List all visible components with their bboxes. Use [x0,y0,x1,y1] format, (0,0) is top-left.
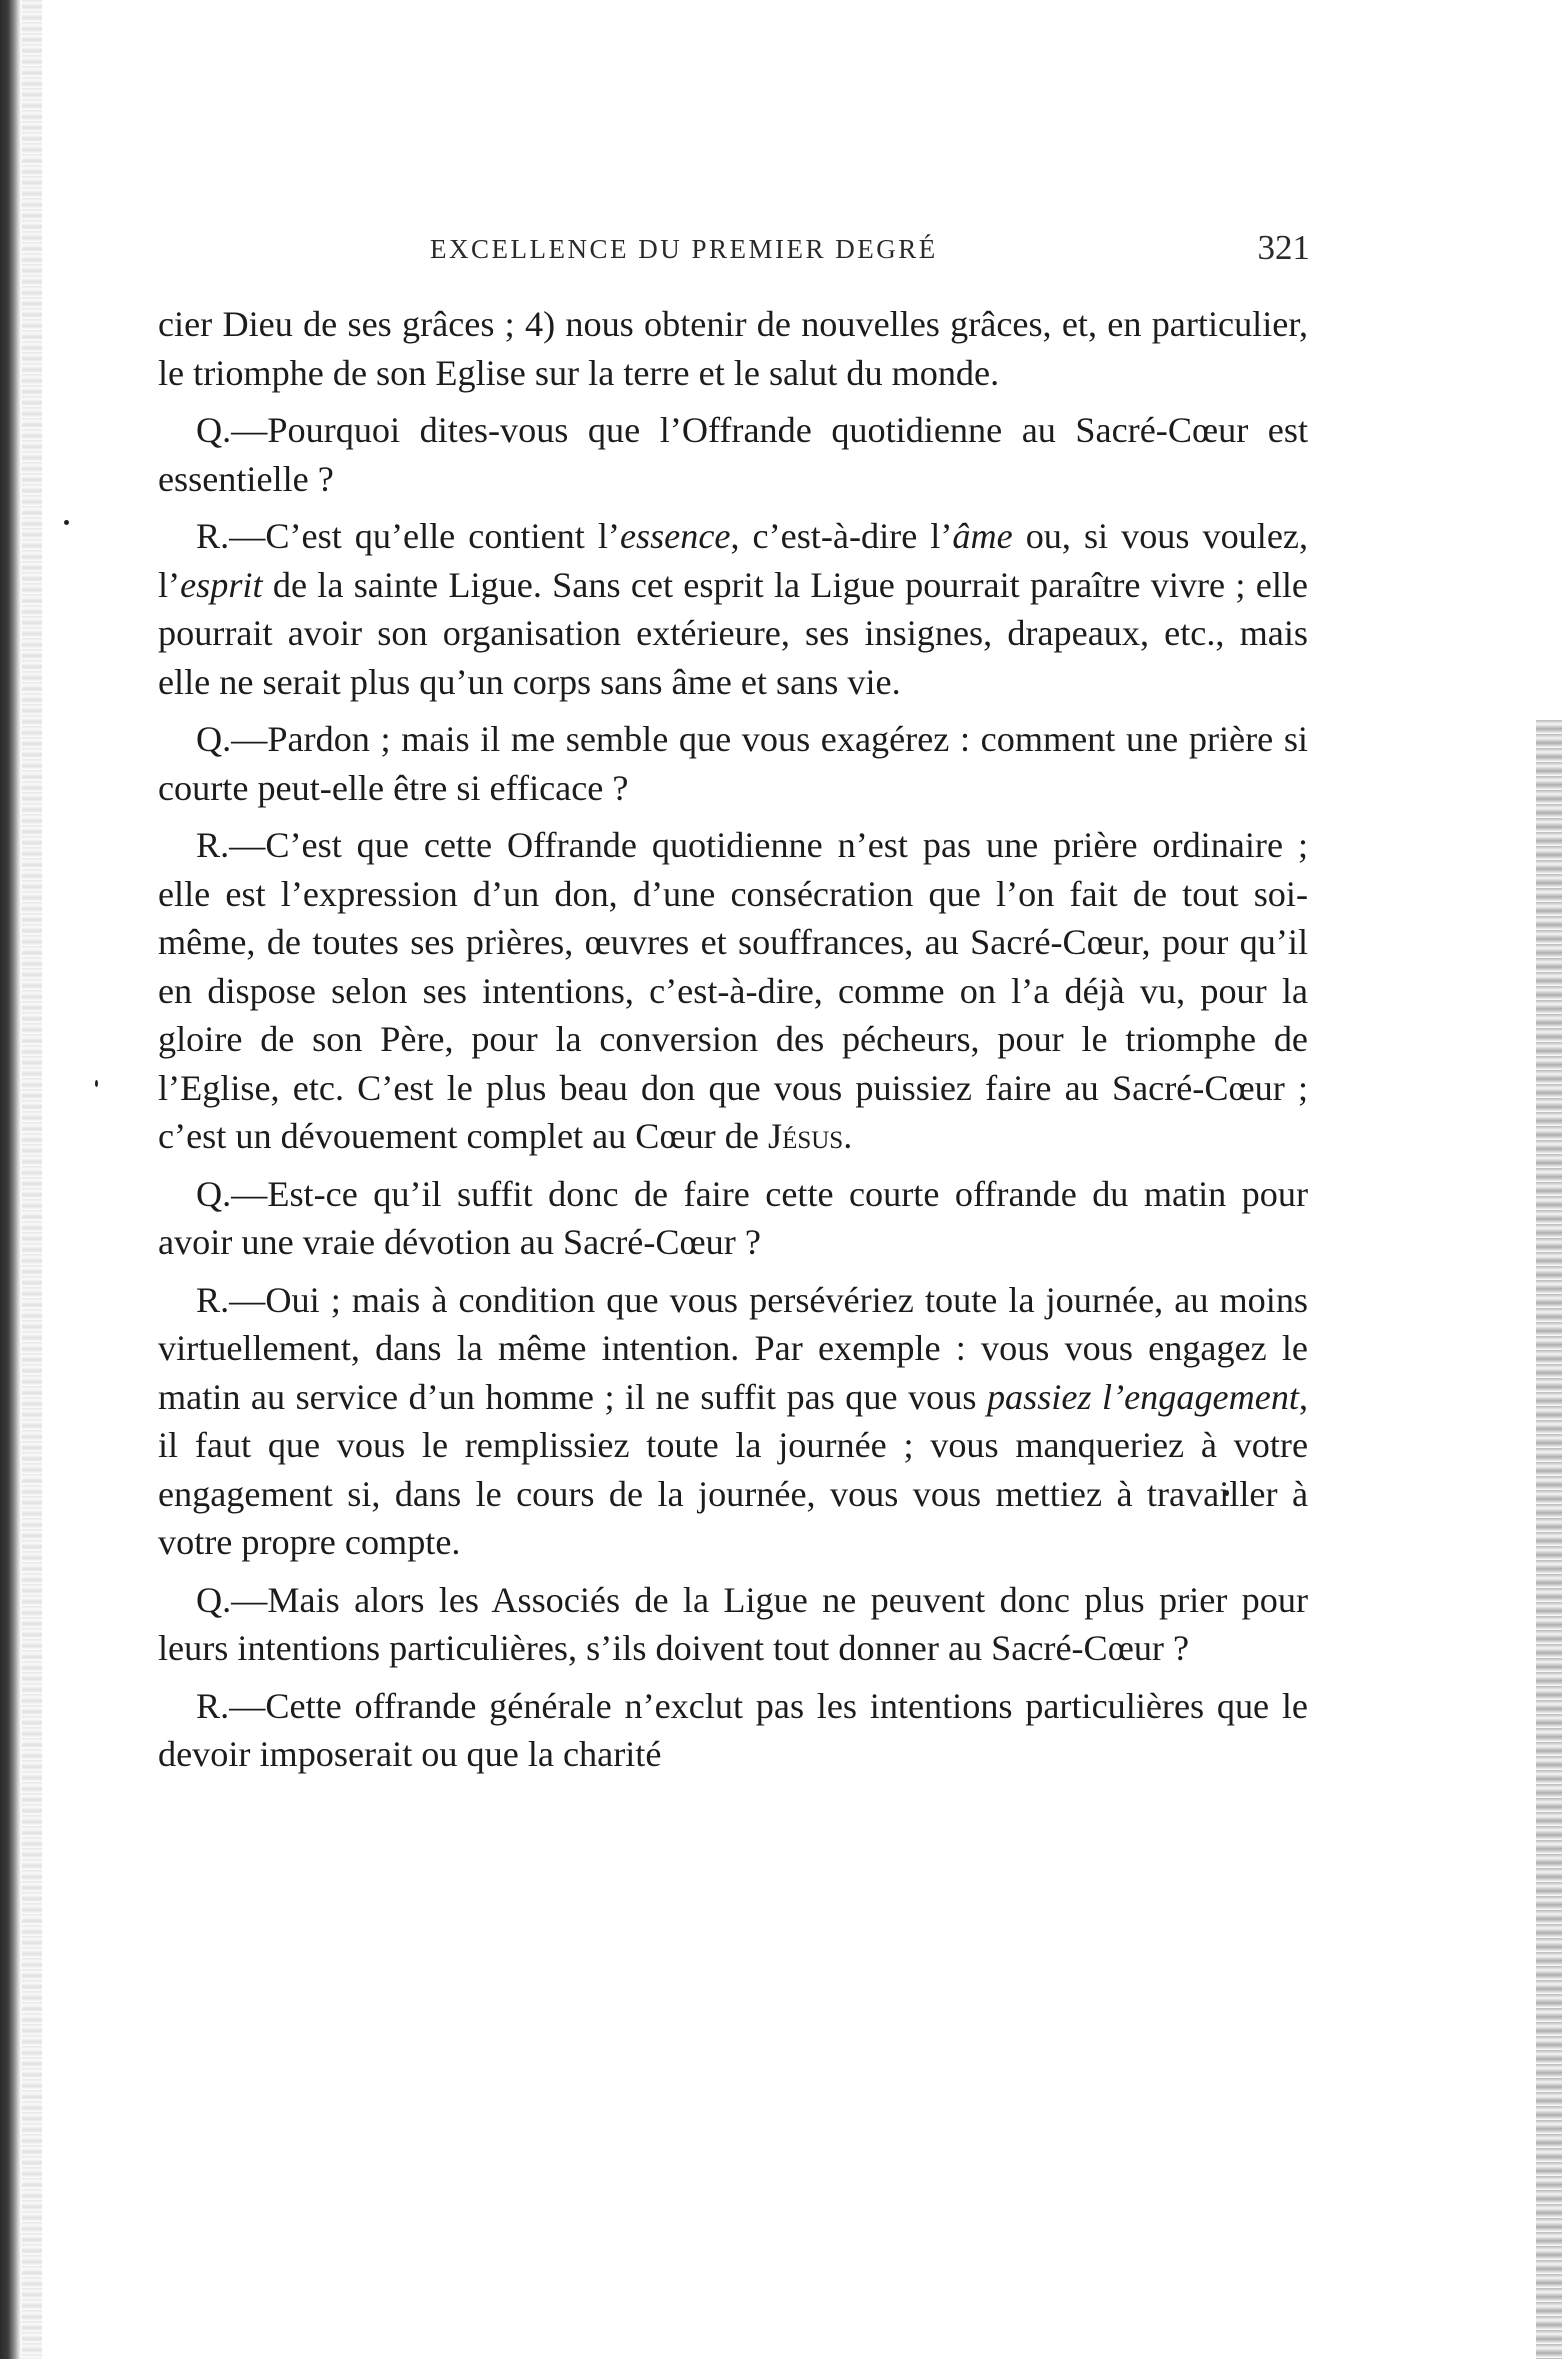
answer-paragraph [158,512,1308,706]
scan-speck [95,1080,98,1087]
question-paragraph: Q.—Pourquoi dites-vous que l’Offrande quotidienne au Sacré-Cœur est essentielle ? [158,410,1308,499]
italic-term: âme [952,516,1013,556]
scan-speck [64,520,69,525]
text-run: de la sainte Ligue. Sans cet esprit la Ligue pourrait paraître vivre ; elle pourrait avoir son organisation extérieure, ses insignes, drapeaux, etc., mais elle ne serait plus qu’un corps sans âme et sans vie. [158,564,1308,702]
italic-term: essence [619,516,731,556]
question-paragraph: Q.—Mais alors les Associés de la Ligue ne peuvent donc plus prier pour leurs intentions particulières, s’ils doivent tout donner au Sacré-Cœur ? [158,1579,1308,1668]
book-spine-shadow [0,0,22,2359]
answer-paragraph [158,1276,1308,1567]
text-run: R.—C’est qu’elle contient l’ [196,516,620,556]
page-body [158,300,1308,1788]
page-header [180,222,1320,272]
question-paragraph: Q.—Pardon ; mais il me semble que vous exagérez : comment une prière si courte peut-elle être si efficace ? [158,719,1308,808]
text-run: , il faut que vous le remplissiez toute la journée ; vous manqueriez à votre engagement si, dans le cours de la journée, vous vous mettiez à travailler à votre propre compte. [158,1376,1309,1562]
text-run: . [843,1116,853,1156]
question-paragraph: Q.—Est-ce qu’il suffit donc de faire cette courte offrande du matin pour avoir une vraie dévotion au Sacré-Cœur ? [158,1173,1308,1262]
text-run: R.—Oui ; mais à condition que vous persévériez toute la journée, au moins virtuellement, dans la même intention. Par exemple : vous vous engagez le matin au service d’un homme ; il ne suffit pas que vous [158,1279,1308,1417]
small-caps-name: Jésus [767,1116,844,1156]
text-run: , c’est-à-dire l’ [730,516,953,556]
page-edge-right [1536,720,1562,2359]
text-run: R.—C’est que cette Offrande quotidienne n’est pas une prière ordinaire ; elle est l’expression d’un don, d’une consécration que l’on fait de tout soi-même, de toutes ses prières, œuvres et souffrances, au Sacré-Cœur, pour qu’il en dispose selon ses intentions, c’est-à-dire, comme on l’a déjà vu, pour la gloire de son Père, pour la conversion des pécheurs, pour le triomphe de l’Eglise, etc. C’est le plus beau don que vous puissiez faire au Sacré-Cœur ; c’est un dévouement complet au Cœur de [158,825,1308,1156]
answer-paragraph: R.—Cette offrande générale n’exclut pas les intentions particulières que le devoir imposerait ou que la charité [158,1685,1308,1774]
italic-term: passiez l’engagement [986,1376,1299,1417]
text-run: ou, si vous voulez, l’ [158,516,1308,605]
page-number: 321 [1257,228,1310,267]
paragraph-continuation: cier Dieu de ses grâces ; 4) nous obtenir de nouvelles grâces, et, en particulier, le triomphe de son Eglise sur la terre et le salut du monde. [158,304,1308,393]
answer-paragraph [158,821,1308,1161]
running-head: EXCELLENCE DU PREMIER DEGRÉ [430,234,938,264]
italic-term: esprit [180,564,263,605]
scan-noise-left [22,0,42,2359]
